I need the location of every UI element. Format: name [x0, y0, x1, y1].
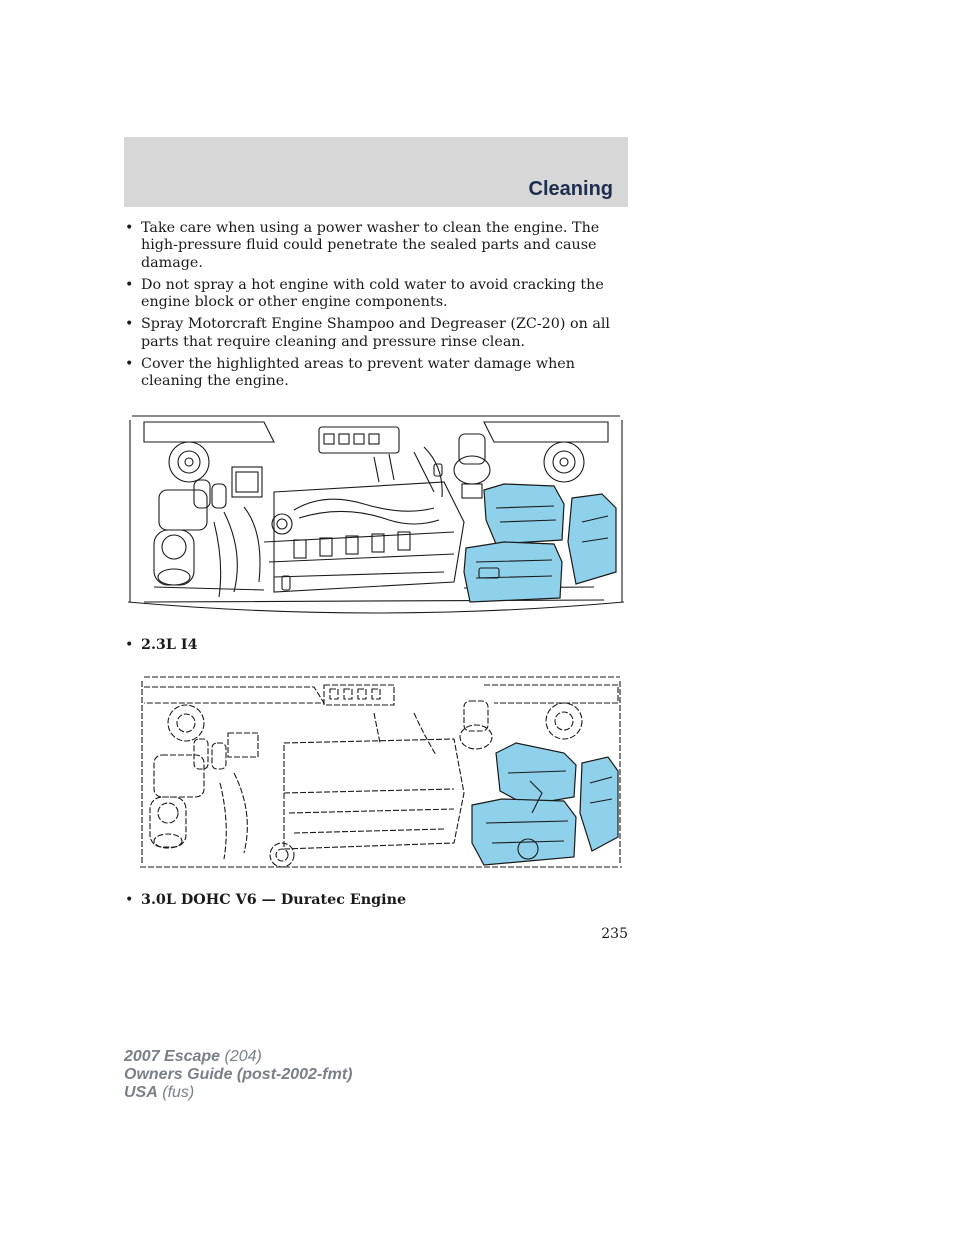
highlighted-cover-area [464, 484, 616, 602]
engine-illustration-2-3l [124, 412, 628, 618]
page-number: 235 [601, 926, 628, 942]
bullet-icon: • [125, 356, 134, 373]
footer-market-code: (fus) [162, 1084, 195, 1101]
bullet-list [124, 220, 628, 396]
bullet-icon: • [125, 892, 134, 908]
bullet-text: Do not spray a hot engine with cold water to avoid cracking the engine block or other engine components. [141, 276, 604, 311]
footer-guide: Owners Guide (post-2002-fmt) [124, 1066, 353, 1083]
section-header-band [124, 137, 628, 207]
footer-line-market [124, 1084, 352, 1102]
list-item [124, 356, 628, 391]
figure-caption [124, 637, 198, 653]
bullet-icon: • [125, 276, 134, 293]
bullet-text: Cover the highlighted areas to prevent water damage when cleaning the engine. [141, 356, 575, 390]
list-item [124, 316, 628, 351]
bullet-text: Take care when using a power washer to clean the engine. The high-pressure fluid could penetrate the sealed parts and cause damage. [141, 220, 600, 271]
bullet-icon: • [125, 316, 134, 333]
engine-illustration-3-0l [124, 673, 628, 873]
list-item [124, 277, 628, 312]
highlighted-cover-area [472, 743, 618, 865]
bullet-icon: • [125, 220, 134, 236]
document-footer [124, 1048, 352, 1102]
list-item [124, 220, 628, 272]
footer-model: 2007 Escape [124, 1048, 221, 1065]
bullet-icon: • [125, 637, 134, 653]
footer-line-guide [124, 1066, 352, 1084]
caption-text: 2.3L I4 [141, 637, 198, 653]
footer-model-code: (204) [224, 1048, 262, 1065]
footer-market: USA [124, 1084, 158, 1101]
footer-line-model [124, 1048, 352, 1066]
bullet-text: Spray Motorcraft Engine Shampoo and Degreaser (ZC-20) on all parts that require cleaning and pressure rinse clean. [141, 316, 611, 350]
figure-caption [124, 892, 406, 908]
section-title: Cleaning [528, 178, 613, 200]
caption-text: 3.0L DOHC V6 — Duratec Engine [141, 892, 407, 908]
